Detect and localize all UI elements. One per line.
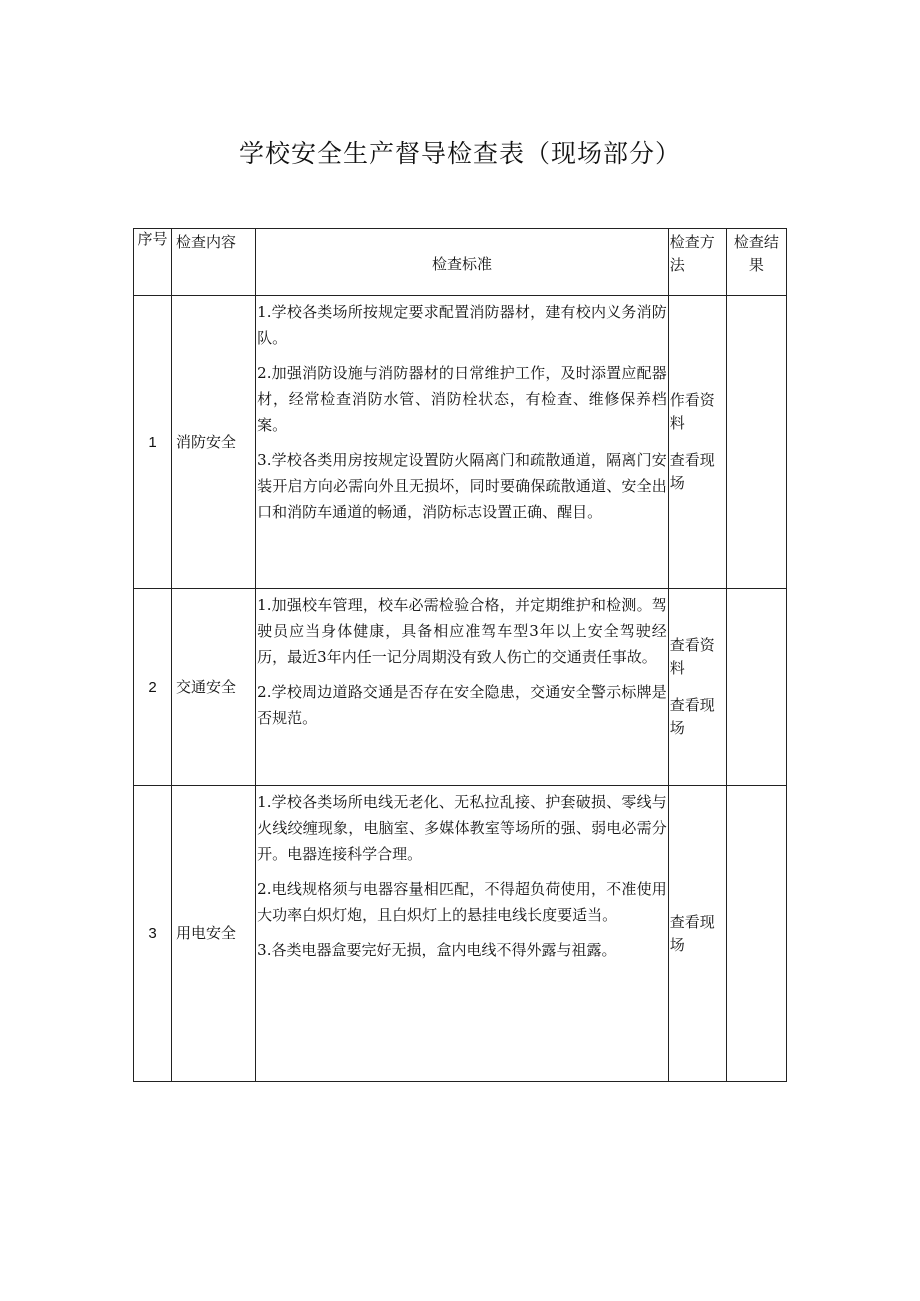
standard-item: 1.学校各类场所按规定要求配置消防器材，建有校内义务消防队。 [257,303,667,347]
header-standard: 检查标准 [256,229,669,296]
row-category: 消防安全 [172,296,256,589]
table-row [134,296,787,589]
row-methods [668,786,726,1082]
row-standards [256,589,669,786]
row-result [726,589,786,786]
row-category: 交通安全 [172,589,256,786]
table-header-row [134,229,787,296]
method-item: 查看资料 [669,636,715,677]
header-result: 检查结果 [726,229,786,296]
table-row [134,786,787,1082]
method-item: 作看资料 [669,391,715,432]
row-methods [668,296,726,589]
row-number: 3 [134,786,172,1082]
page-title: 学校安全生产督导检查表（现场部分） [238,139,681,168]
table-row [134,589,787,786]
row-standards [256,296,669,589]
header-content: 检查内容 [172,229,256,296]
method-item: 查看现场 [669,696,715,737]
row-standards [256,786,669,1082]
method-item: 查看现场 [669,912,715,954]
row-category: 用电安全 [172,786,256,1082]
standard-item: 1.学校各类场所电线无老化、无私拉乱接、护套破损、零线与火线绞缠现象，电脑室、多媒体教室等场所的强、弱电必需分开。电器连接科学合理。 [257,793,667,863]
standard-item: 2.电线规格须与电器容量相匹配，不得超负荷使用，不准使用大功率白炽灯炮，且白炽灯上的悬挂电线长度要适当。 [257,880,667,924]
standard-item: 1.加强校车管理，校车必需检验合格，并定期维护和检测。驾驶员应当身体健康，具备相应准驾车型3年以上安全驾驶经历，最近3年内任一记分周期没有致人伤亡的交通责任事故。 [257,596,667,666]
standard-item: 2.学校周边道路交通是否存在安全隐患，交通安全警示标牌是否规范。 [257,683,667,727]
header-serial: 序号 [134,229,172,296]
method-item: 查看现场 [669,451,715,492]
row-result [726,296,786,589]
standard-item: 3.各类电器盒要完好无损，盒内电线不得外露与祖露。 [257,941,617,959]
row-number: 1 [134,296,172,589]
row-result [726,786,786,1082]
row-methods [668,589,726,786]
inspection-table [133,228,787,1082]
row-number: 2 [134,589,172,786]
header-method: 检查方法 [668,229,726,296]
standard-item: 3.学校各类用房按规定设置防火隔离门和疏散通道，隔离门安装开启方向必需向外且无损坏，同时要确保疏散通道、安全出口和消防车通道的畅通，消防标志设置正确、醒目。 [257,451,667,521]
standard-item: 2.加强消防设施与消防器材的日常维护工作，及时添置应配器材，经常检查消防水管、消防栓状态，有检查、维修保养档案。 [257,364,667,434]
